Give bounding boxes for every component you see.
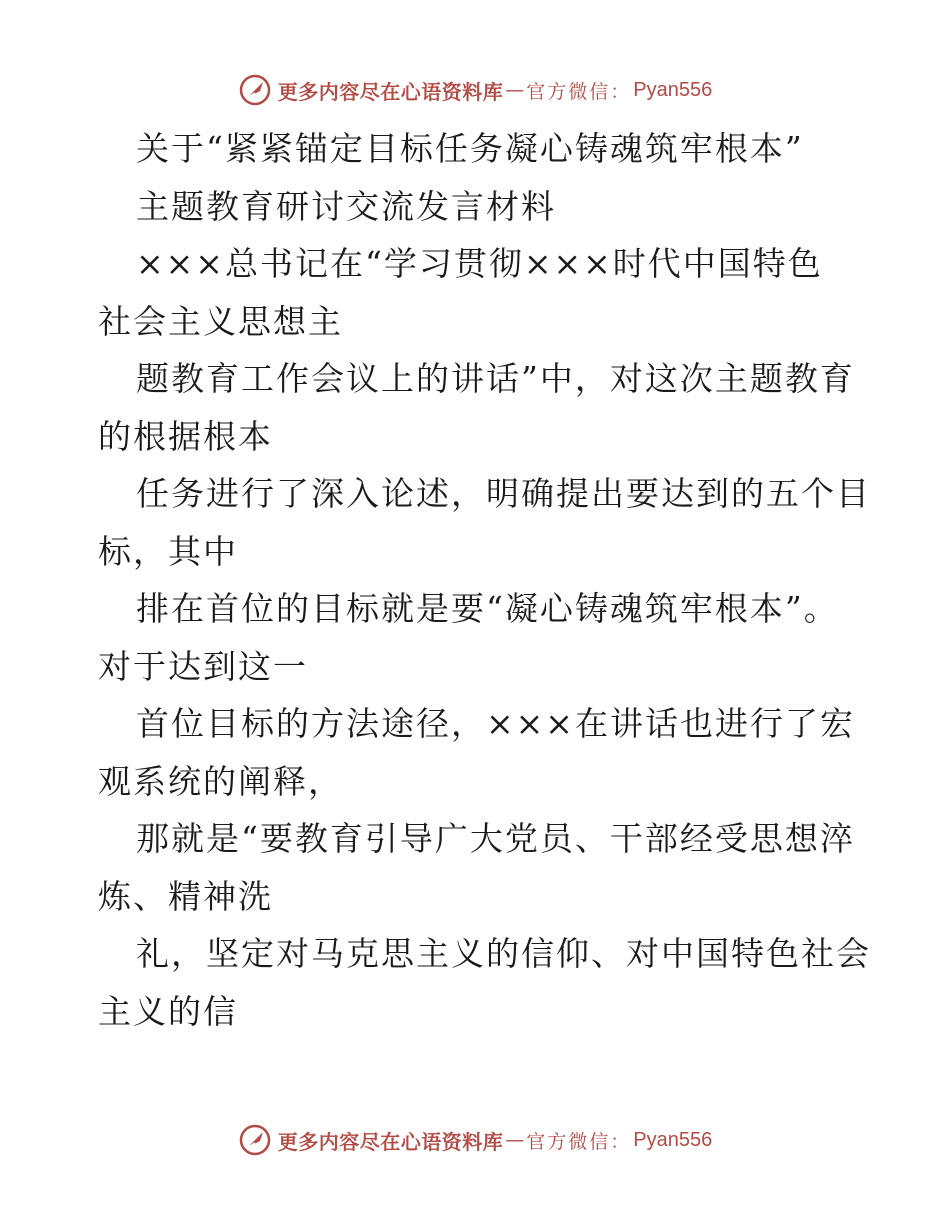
header-watermark — [0, 70, 950, 110]
document-body — [98, 120, 871, 1040]
text-line: 任务进行了深入论述，明确提出要达到的五个目 — [136, 474, 871, 513]
text-line: ×××总书记在“学习贯彻×××时代中国特色 — [136, 244, 823, 283]
watermark-main-text: 更多内容尽在心语资料库 — [277, 79, 504, 104]
text-line: 排在首位的目标就是要“凝心铸魂筑牢根本”。 — [136, 589, 839, 628]
text-line: 的根据根本 — [98, 416, 273, 456]
watermark-wechat-id: Pyan556 — [633, 78, 713, 101]
text-line: 礼，坚定对马克思主义的信仰、对中国特色社会 — [136, 934, 871, 973]
text-line: 主题教育研讨交流发言材料 — [136, 186, 556, 226]
text-line: 题教育工作会议上的讲话”中，对这次主题教育 — [136, 359, 855, 398]
footer-watermark — [0, 1120, 950, 1160]
watermark-official-label: 官方微信： — [526, 80, 632, 103]
text-line: 标，其中 — [98, 531, 238, 571]
quill-logo-icon — [238, 1123, 272, 1157]
text-line: 社会主义思想主 — [98, 301, 343, 341]
text-line: 主义的信 — [98, 991, 238, 1031]
text-line: 那就是“要教育引导广大党员、干部经受思想淬 — [136, 819, 855, 858]
quill-logo-icon — [238, 73, 272, 107]
text-line: 炼、精神洗 — [98, 876, 273, 916]
text-line: 首位目标的方法途径，×××在讲话也进行了宏 — [136, 704, 855, 743]
watermark-dash: — — [505, 79, 525, 101]
text-line: 观系统的阐释， — [98, 761, 343, 801]
watermark-official-label: 官方微信： — [526, 1130, 632, 1153]
watermark-dash: — — [505, 1129, 525, 1151]
watermark-wechat-id: Pyan556 — [633, 1128, 713, 1151]
text-line: 关于“紧紧锚定目标任务凝心铸魂筑牢根本” — [136, 129, 804, 168]
text-line: 对于达到这一 — [98, 646, 308, 686]
watermark-main-text: 更多内容尽在心语资料库 — [277, 1129, 504, 1154]
